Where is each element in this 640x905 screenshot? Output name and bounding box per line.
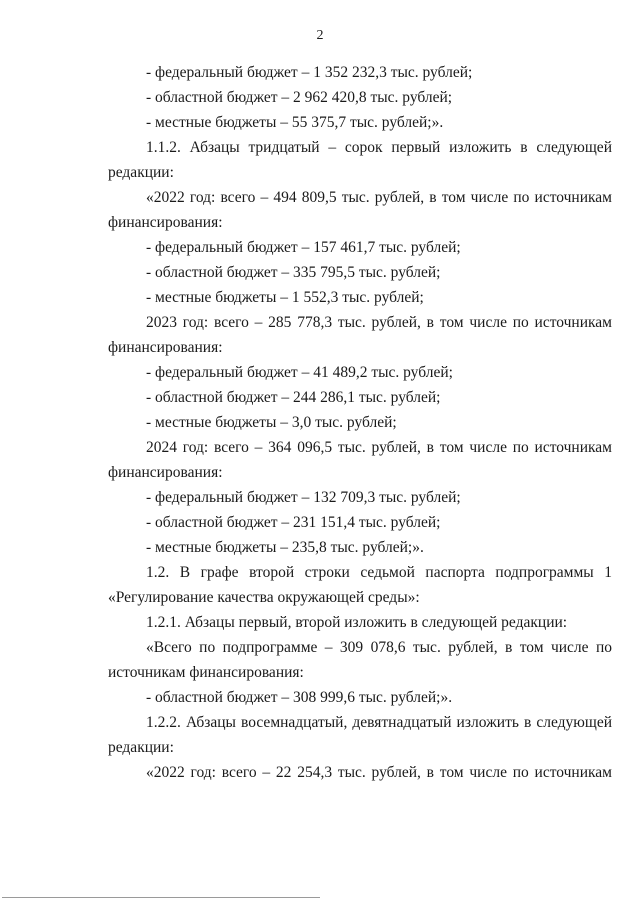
page-number: 2 (316, 28, 324, 43)
document-body (108, 60, 612, 785)
text-line: - местные бюджеты – 235,8 тыс. рублей;». (146, 539, 424, 556)
text-line: 2023 год: всего – 285 778,3 тыс. рублей, в том числе по источникам (146, 314, 612, 331)
text-line: - областной бюджет – 335 795,5 тыс. рублей; (146, 264, 441, 281)
text-line: - областной бюджет – 231 151,4 тыс. рублей; (146, 514, 441, 531)
text-line: - федеральный бюджет – 41 489,2 тыс. рублей; (146, 364, 453, 381)
text-line: финансирования: (108, 339, 223, 356)
text-line: источникам финансирования: (108, 664, 304, 681)
text-line: - местные бюджеты – 1 552,3 тыс. рублей; (146, 289, 424, 306)
text-line: - областной бюджет – 2 962 420,8 тыс. рублей; (146, 89, 453, 106)
text-line: 1.1.2. Абзацы тридцатый – сорок первый изложить в следующей (146, 139, 612, 156)
text-line: редакции: (108, 739, 174, 756)
text-line: финансирования: (108, 214, 223, 231)
text-line: «Регулирование качества окружающей среды»: (108, 589, 420, 606)
text-line: - областной бюджет – 308 999,6 тыс. рублей;». (146, 689, 453, 706)
text-line: 1.2. В графе второй строки седьмой паспорта подпрограммы 1 (146, 564, 612, 581)
text-line: «2022 год: всего – 494 809,5 тыс. рублей, в том числе по источникам (146, 189, 612, 206)
text-line: 1.2.2. Абзацы восемнадцатый, девятнадцатый изложить в следующей (146, 714, 612, 731)
text-line: «Всего по подпрограмме – 309 078,6 тыс. рублей, в том числе по (146, 639, 612, 656)
text-line: 2024 год: всего – 364 096,5 тыс. рублей, в том числе по источникам (146, 439, 612, 456)
text-line: редакции: (108, 164, 174, 181)
text-line: 1.2.1. Абзацы первый, второй изложить в следующей редакции: (146, 614, 568, 631)
text-line: - местные бюджеты – 3,0 тыс. рублей; (146, 414, 397, 431)
text-line: - областной бюджет – 244 286,1 тыс. рублей; (146, 389, 441, 406)
text-line: финансирования: (108, 464, 223, 481)
text-line: - местные бюджеты – 55 375,7 тыс. рублей;». (146, 114, 444, 131)
text-line: - федеральный бюджет – 1 352 232,3 тыс. рублей; (146, 64, 473, 81)
footer-divider (2, 897, 320, 898)
text-line: - федеральный бюджет – 132 709,3 тыс. рублей; (146, 489, 461, 506)
text-line: - федеральный бюджет – 157 461,7 тыс. рублей; (146, 239, 461, 256)
text-line: «2022 год: всего – 22 254,3 тыс. рублей, в том числе по источникам (146, 764, 612, 781)
